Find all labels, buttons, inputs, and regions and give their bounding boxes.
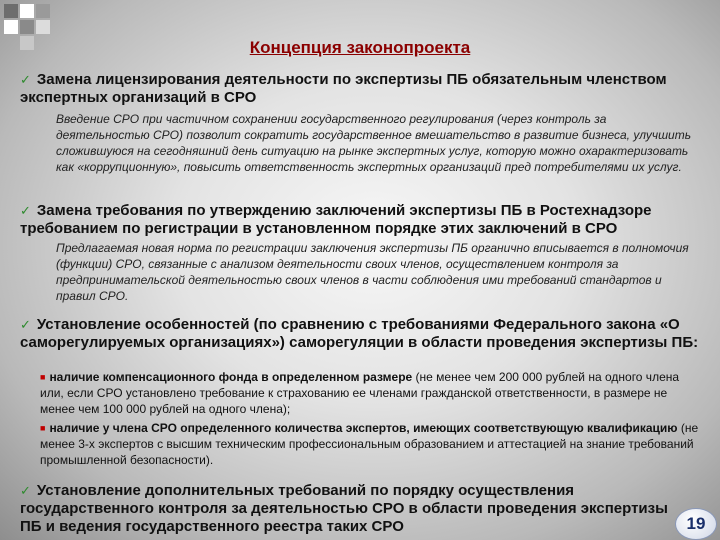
item-description: Введение СРО при частичном сохранении государственного регулирования (через контроль за деятельностью СРО) позволит сократить государственное вмешательство в развитие бизнеса, улучшить сложившуюся на сегодняшний день ситуацию на рынке экспертных услуг, которую можно охарактеризовать как «коррупционную», повысить ответственность экспертных организаций пред потребителями их услуг. — [56, 112, 692, 174]
item-heading: ✓ Установление особенностей (по сравнению с требованиями Федерального закона «О саморегулируемых организациях») саморегуляции в области проведения экспертизы ПБ: — [20, 316, 699, 351]
item-description: Предлагаемая новая норма по регистрации заключения экспертизы ПБ органично вписывается в полномочия (функции) СРО, связанные с анализом деятельности своих членов, осуществлением контроля за предпринимательской деятельностью своих членов в части соблюдения ими требований стандартов и правил СРО. — [56, 241, 689, 303]
checkmark-icon: ✓ — [20, 72, 31, 87]
checkmark-icon: ✓ — [20, 483, 31, 498]
page-number: 19 — [675, 508, 717, 540]
checkmark-icon: ✓ — [20, 203, 31, 218]
sub-item: ■ наличие у члена СРО определенного количества экспертов, имеющих соответствующую квалификацию (не менее 3-х экспертов с высшим техническим профессиональным образованием и аттестацией на знание требований промышленной безопасности). — [40, 421, 699, 467]
page-title: Концепция законопроекта — [249, 38, 471, 57]
item-heading: ✓ Замена требования по утверждению заключений экспертизы ПБ в Ростехнадзоре требованием по регистрации в установленном порядке этих заключений в СРО — [20, 202, 652, 237]
square-bullet-icon: ■ — [40, 372, 46, 382]
sub-item: ■ наличие компенсационного фонда в определенном размере (не менее чем 200 000 рублей на одного члена или, если СРО установлено требование к страхованию ее членами гражданской ответственности, в размере не менее чем 100 000 рублей на одного члена); — [40, 370, 680, 416]
checkmark-icon: ✓ — [20, 317, 31, 332]
item-heading: ✓ Установление дополнительных требований по порядку осуществления государственного контроля за деятельностью СРО в области проведения экспертизы ПБ и ведения государственного реестра таких СРО — [20, 482, 668, 535]
item-heading: ✓ Замена лицензирования деятельности по экспертизы ПБ обязательным членством экспертных организаций в СРО — [20, 71, 667, 106]
square-bullet-icon: ■ — [40, 423, 46, 433]
